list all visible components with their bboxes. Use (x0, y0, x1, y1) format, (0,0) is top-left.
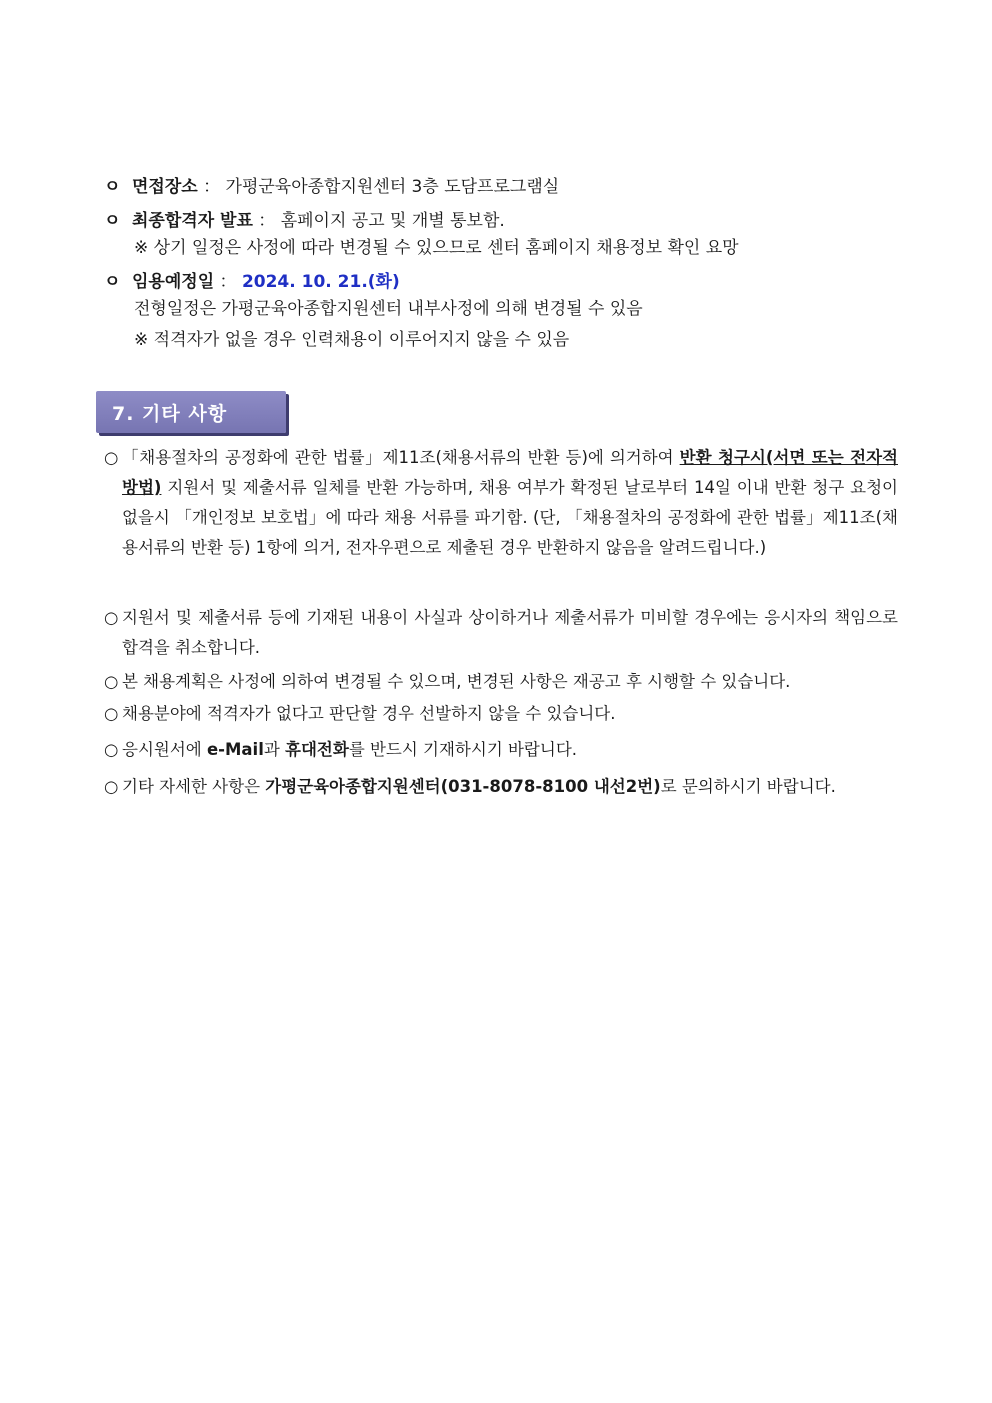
appointment-date: 2024. 10. 21.(화) (241, 272, 400, 292)
appointment-label: 임용예정일 (132, 272, 215, 292)
list-item (104, 735, 898, 765)
item1-emphasis: 반환 청구시(서면 또는 전자적 방법) (122, 448, 898, 497)
bullet: ○ (104, 740, 119, 759)
section-7-title: 7. 기타 사항 (112, 403, 228, 425)
bullet: ○ (104, 704, 119, 723)
item5-text: 응시원서에 (122, 740, 207, 759)
list-item (104, 772, 898, 802)
separator: ： (203, 177, 221, 197)
bullet: ○ (104, 448, 119, 467)
interview-place-value: 가평군육아종합지원센터 3층 도담프로그램실 (225, 177, 560, 197)
list-item (104, 443, 898, 563)
separator: ： (258, 211, 276, 231)
separator: ： (219, 272, 237, 292)
bullet: ㅇ (104, 177, 121, 197)
appointment-line2: 전형일정은 가평군육아종합지원센터 내부사정에 의해 변경될 수 있음 (134, 299, 643, 319)
bullet: ㅇ (104, 272, 121, 292)
final-announce-value: 홈페이지 공고 및 개별 통보함. (280, 211, 505, 231)
list-item (104, 603, 898, 663)
bullet: ○ (104, 608, 119, 627)
item5-phone: 휴대전화 (285, 740, 349, 759)
bullet: ○ (104, 672, 119, 691)
final-announce-line (104, 206, 505, 231)
item3-text: 본 채용계획은 사정에 의하여 변경될 수 있으며, 변경된 사항은 재공고 후 시행할 수 있습니다. (122, 672, 791, 691)
interview-place-label: 면접장소 (132, 177, 198, 197)
item6-contact: 가평군육아종합지원센터(031-8078-8100 내선2번) (265, 777, 661, 796)
item6-text-end: 로 문의하시기 바랍니다. (660, 777, 836, 796)
final-announce-note: ※ 상기 일정은 사정에 따라 변경될 수 있으므로 센터 홈페이지 채용정보 확인 요망 (134, 238, 739, 258)
bullet: ㅇ (104, 211, 121, 231)
section-7-header (96, 391, 286, 433)
bullet: ○ (104, 777, 119, 796)
item5-email: e-Mail (206, 740, 264, 759)
item2-text: 지원서 및 제출서류 등에 기재된 내용이 사실과 상이하거나 제출서류가 미비할 경우에는 응시자의 책임으로 합격을 취소합니다. (122, 608, 898, 657)
list-item (104, 699, 898, 729)
appointment-line (104, 267, 400, 292)
item1-text-cont: 지원서 및 제출서류 일체를 반환 가능하며, 채용 여부가 확정된 날로부터 14일 이내 반환 청구 요청이 없을시 「개인정보 보호법」에 따라 채용 서류를 파기함. (단, 「채용절차의 공정화에 관한 법률」제11조(채용서류의 반환 등) 1항에 의거, 전자우편으로 제출된 경우 반환하지 않음을 알려드립니다.) (122, 478, 898, 557)
list-item (104, 667, 898, 697)
interview-place-line (104, 172, 559, 197)
final-announce-label: 최종합격자 발표 (132, 211, 253, 231)
item5-text-end: 를 반드시 기재하시기 바랍니다. (348, 740, 577, 759)
item1-text: 「채용절차의 공정화에 관한 법률」제11조(채용서류의 반환 등)에 의거하여 (122, 448, 680, 467)
item5-text-mid: 과 (263, 740, 286, 759)
item6-text: 기타 자세한 사항은 (122, 777, 266, 796)
appointment-line3: ※ 적격자가 없을 경우 인력채용이 이루어지지 않을 수 있음 (134, 330, 570, 350)
item4-text: 채용분야에 적격자가 없다고 판단할 경우 선발하지 않을 수 있습니다. (122, 704, 616, 723)
